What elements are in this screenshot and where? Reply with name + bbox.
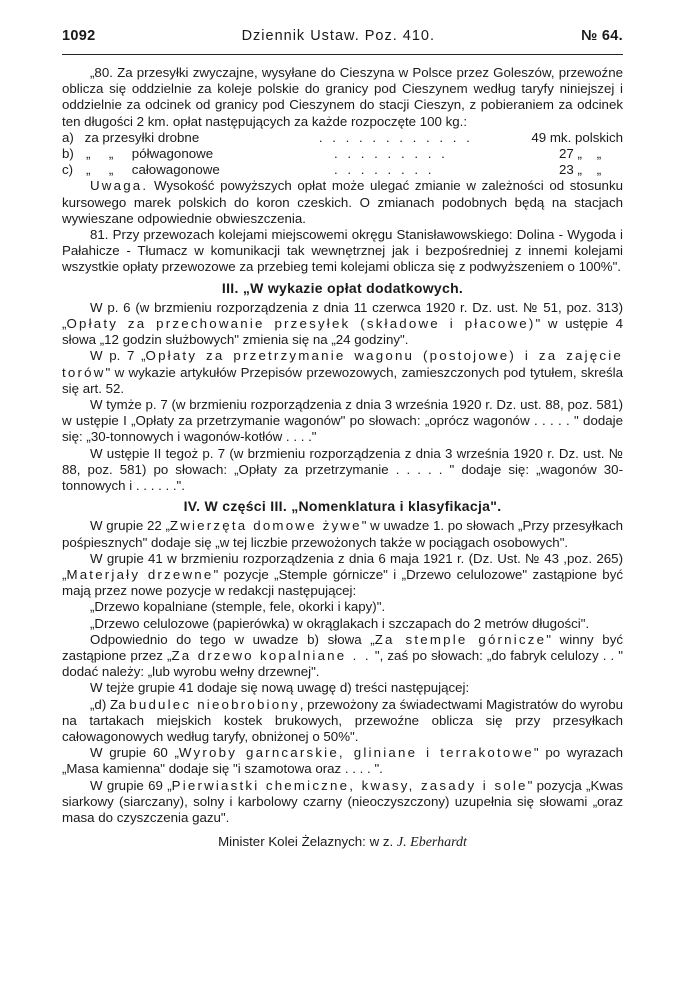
- section-iv-p9: [62, 778, 623, 827]
- section-iii-heading: III. „W wykazie opłat dodatkowych.: [221, 279, 464, 296]
- text-run: " winny być zastąpione przez „: [62, 631, 623, 664]
- item-dots: . . . . . . . . .: [334, 146, 448, 161]
- item-label: „ „ całowagonowe: [86, 162, 220, 178]
- spaced-term: Materjały drzewne: [66, 567, 214, 583]
- item-value: 27 „ „: [559, 146, 602, 161]
- document-body: [62, 65, 623, 852]
- header-rule: [62, 54, 623, 55]
- text-run: W grupie 60 „: [90, 745, 179, 761]
- section-iii-p3: W tymże p. 7 (w brzmieniu rozporządzenia z dnia 3 września 1920 r. Dz. ust. 88, poz. 581) w ustępie I „Opłaty za przetrzymanie wagonów" po słowach: „oprócz wagonów . . . . . " dodaje się: „30-tonnowych i wagonów-kotłów . . . .": [62, 397, 623, 445]
- text-run: ", zaś po słowach: „do fabryk celulozy . . " dodać należy: „lub wyrobu wełny drzewnej".: [62, 648, 624, 680]
- note-label: Uwaga.: [90, 178, 149, 194]
- text-run: Odpowiednio do tego w uwadze b) słowa „: [90, 631, 375, 647]
- section-iv-p1: [62, 518, 623, 550]
- issue-number: № 64.: [581, 28, 623, 44]
- spaced-term: budulec nieobrobiony: [129, 696, 300, 712]
- list-item: [62, 146, 623, 162]
- item-marker: c): [62, 162, 74, 178]
- item-dots: . . . . . . . .: [334, 162, 435, 178]
- section-iv-p4: „Drzewo celulozowe (papierówka) w okrąglakach i szczapach do 2 metrów długości".: [90, 615, 590, 631]
- section-iv-p6: W tejże grupie 41 dodaje się nową uwagę d) treści następującej:: [90, 680, 470, 696]
- page-header: [62, 28, 623, 50]
- section-iv-p3: „Drzewo kopalniane (stemple, fele, okorki i kapy)".: [90, 599, 386, 615]
- text-run: „d) Za: [90, 696, 130, 712]
- section-iv-p2: [62, 551, 623, 600]
- item-label: za przesyłki drobne: [84, 129, 200, 145]
- section-80-intro: „80. Za przesyłki zwyczajne, wysyłane do Cieszyna w Polsce przez Goleszów, przewoźne oblicza się oddzielnie za koleje polskie do granicy pod Cieszynem według taryfy niniejszej i oddzielnie za odcinek od granicy pod Cieszynem do stacji Cieszyn, z pobieraniem za odcinek ten długości 2 km. opłat następujących za każde rozpoczęte 100 kg.:: [62, 65, 623, 129]
- item-marker: b): [62, 146, 74, 161]
- journal-title: Dziennik Ustaw. Poz. 410.: [241, 28, 436, 44]
- tariff-list: [62, 130, 623, 179]
- section-iv-p5: [62, 632, 623, 681]
- section-iii-p1: [62, 300, 623, 349]
- spaced-term: Opłaty za przetrzymanie wagonu (postojowe) i za zajęcie torów: [62, 348, 623, 380]
- text-run: W grupie 22 „: [90, 518, 170, 534]
- spaced-term: Wyroby garncarskie, gliniane i terrakotowe: [178, 745, 534, 761]
- item-label: „ „ półwagonowe: [86, 146, 214, 161]
- spaced-term: Za stemple górnicze: [374, 631, 547, 647]
- text-run: " w uwadze 1. po słowach „Przy przesyłkach pośpiesznych" dodaje się „w tej liczbie przewożonych także w pociągach osobowych".: [62, 518, 623, 550]
- text-run: W grupie 69 „: [90, 777, 172, 793]
- text-run: W p. 7 „: [90, 348, 146, 364]
- section-iv-heading: IV. W części III. „Nomenklatura i klasyfikacja".: [183, 498, 502, 515]
- item-marker: a): [62, 129, 74, 145]
- text-run: W grupie 41 w brzmieniu rozporządzenia z dnia 6 maja 1921 r. (Dz. Ust. № 43 ,poz. 265) „: [62, 550, 623, 583]
- section-81: 81. Przy przewozach kolejami miejscowemi okręgu Stanisławowskiego: Dolina - Wygoda i Pałahicze - Tłumacz w komunikacji tak wewnętrznej jak i bezpośredniej z innemi kolejami wszystkie opłaty przewozowe za przebieg temi kolejami oblicza się z podwyższeniem o 100%".: [62, 226, 623, 275]
- page-number: 1092: [62, 28, 96, 44]
- text-run: " w ustępie 4 słowa „12 godzin służbowych" zmienia się na „24 godziny".: [62, 316, 623, 348]
- text-run: , przewożony za świadectwami Magistratów do wyrobu na tartakach miejskich kostek brukowych, przewoźne oblicza się przy przesyłkach całowagonowych według taryfy, obniżonej o 50%".: [62, 696, 623, 745]
- text-run: " w wykazie artykułów Przepisów przewozowych, zamieszczonych pod tytułem, skreśla się art. 52.: [62, 364, 623, 396]
- spaced-term: Zwierzęta domowe żywe: [169, 518, 362, 534]
- list-item: [62, 130, 623, 146]
- text-run: " pozycje „Stemple górnicze" i „Drzewo celulozowe" zastąpione być mają przez nowe pozycje w redakcji następującej:: [62, 567, 623, 599]
- note-paragraph: [62, 178, 623, 227]
- section-iv-p8: [62, 745, 623, 777]
- item-value: 49 mk. polskich: [531, 129, 623, 145]
- text-run: " po wyrazach „Masa kamienna" dodaje się "i szamotowa oraz . . . . ".: [62, 745, 623, 777]
- signature-role: Minister Kolei Żelaznych: w z.: [218, 834, 394, 850]
- section-iii-p4: W ustępie II tegoż p. 7 (w brzmieniu rozporządzenia z dnia 3 września 1920 r. Dz. ust. № 88, poz. 581) po słowach: „Opłaty za przetrzymanie . . . . . " dodaje się: „wagonów 30-tonnowych i . . . . . .".: [62, 445, 623, 494]
- section-iv-p7: [62, 697, 623, 746]
- item-dots: . . . . . . . . . . . .: [318, 129, 473, 145]
- note-text: Wysokość powyższych opłat może ulegać zmianie w zależności od stosunku kursowego marek polskich do koron czeskich. O zmianach podobnych będą na stacjach wywieszane odpowiednie obwieszczenia.: [62, 178, 623, 226]
- spaced-term: Opłaty za przechowanie przesyłek (składowe i płacowe): [66, 316, 536, 331]
- spaced-term: Pierwiastki chemiczne, kwasy, zasady i sole: [171, 777, 528, 793]
- text-run: " pozycja „Kwas siarkowy (siarczany), solny i karbolowy czarny (nieoczyszczony) uzupełnia się słowami „oraz masa do czyszczenia gazu".: [62, 777, 623, 826]
- list-item: [62, 162, 623, 178]
- item-value: 23 „ „: [559, 162, 602, 178]
- section-iii-p2: [62, 348, 623, 397]
- signature-name: J. Eberhardt: [396, 835, 467, 851]
- signature: [62, 834, 623, 851]
- text-run: W p. 6 (w brzmieniu rozporządzenia z dnia 11 czerwca 1920 r. Dz. ust. № 51, poz. 313) „: [62, 299, 623, 331]
- spaced-term: Za drzewo kopalniane . .: [171, 648, 371, 664]
